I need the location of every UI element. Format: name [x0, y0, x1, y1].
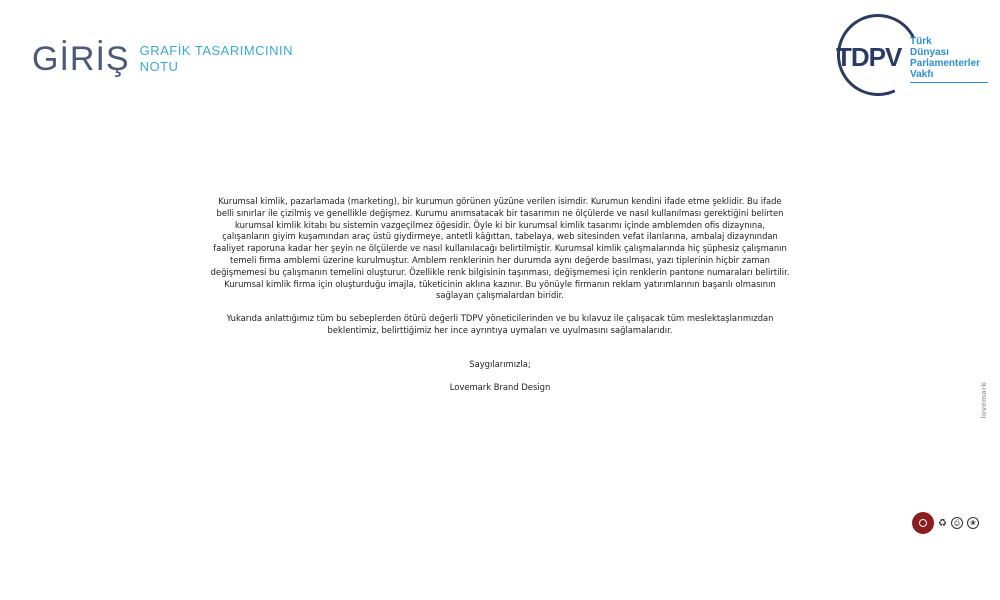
page-title: GİRİŞ: [32, 40, 130, 78]
paragraph-intro: Kurumsal kimlik, pazarlamada (marketing), bir kurumun görünen yüzüne verilen isimdir. Kurumun kendini ifade etme şeklidir. Bu ifade belli sınırlar ile çizilmiş ve genellikle değişmez. Kurumu anımsatacak bir tasarımın ne ölçülerde ve nasıl kullanılması gerektiğini belirten kurumsal kimlik kitabı bu sistemin vazgeçilmez öğesidir. Öyle ki bir kurumsal kimlik tasarımı içinde amblemden ofis dizaynına, çalışanların giyim kuşamından araç üstü giydirmeye, antetli kâğıttan, tabelaya, web sitesinden vefat ilanlarına, ambalaj dizaynından faaliyet raporuna kadar her şeyin ne ölçülerde ve nasıl kullanılacağı belirtilmiştir. Kurumsal kimlik çalışmalarında hiç şüphesiz çalışmanın temeli firma amblemi üzerine kurulmuştur. Amblem renklerinin her durumda aynı değerde basılması, yazı tiplerinin hiçbir zaman değişmemesi bu çalışmanın temelini oluşturur. Özellikle renk bilgisinin taşınması, değişmemesi için renklerin pantone numaraları belirtilir. Kurumsal kimlik firma için oluşturduğu imajla, tüketicinin aklına kazınır. Bu yönüyle firmanın reklam yatırımlarının başarılı olmasının sağlayan çalışmalardan biridir.: [210, 196, 790, 301]
subtitle-line-2: NOTU: [139, 59, 179, 74]
logo-name-line-4: Vakfı: [910, 69, 934, 80]
logo-name-line-3: Parlamenterler: [910, 58, 981, 69]
page-header: [32, 40, 293, 78]
logo-abbreviation: TDPV: [836, 42, 902, 72]
recycle-icon: ♻: [938, 517, 947, 529]
logo-underline: [910, 82, 988, 83]
logo-full-name: [910, 36, 980, 80]
footer-icons: [912, 512, 979, 534]
eco-icon: ❀: [967, 517, 979, 529]
side-brand-mark: lovemark: [980, 382, 988, 419]
paragraph-expectation: Yukarıda anlattığımız tüm bu sebeplerden ötürü değerli TDPV yöneticilerinden ve bu kılavuz ile çalışacak tüm meslektaşlarımızdan beklentimiz, belirttiğimiz her ince ayrıntıya uymaları ve uyulmasını sağlamalarıdır.: [226, 313, 774, 335]
logo-name-line-2: Dünyası: [910, 47, 949, 58]
subtitle-line-1: GRAFİK TASARIMCININ: [139, 43, 294, 58]
closing-text: Saygılarımızla;: [469, 358, 531, 369]
signature: Lovemark Brand Design: [449, 381, 551, 392]
print-icon: ⎙: [951, 517, 963, 529]
page-subtitle: [140, 43, 293, 75]
body-text: [210, 196, 790, 393]
tdpv-logo: [832, 14, 992, 104]
seal-icon: [912, 512, 934, 534]
logo-name-line-1: Türk: [910, 36, 932, 47]
